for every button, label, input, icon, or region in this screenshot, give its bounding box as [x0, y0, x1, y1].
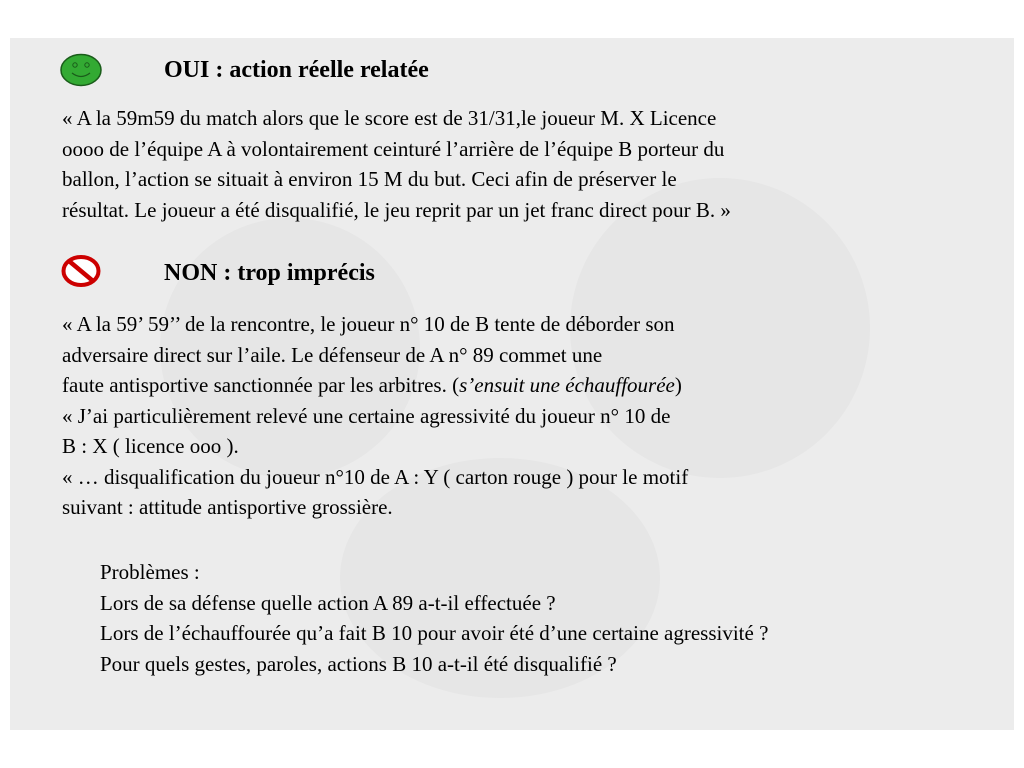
- problems-title: Problèmes :: [100, 560, 200, 584]
- oui-line: oooo de l’équipe A à volontairement ceinturé l’arrière de l’équipe B porteur du: [62, 136, 725, 161]
- problem-question: Pour quels gestes, paroles, actions B 10 a-t-il été disqualifié ?: [100, 651, 617, 676]
- non-line: [62, 370, 688, 401]
- non-line: B : X ( licence ooo ).: [62, 434, 239, 458]
- oui-paragraph: [62, 103, 731, 225]
- non-line: suivant : attitude antisportive grossière.: [62, 495, 393, 519]
- non-heading: NON : trop imprécis: [164, 260, 375, 286]
- non-line: « A la 59’ 59’’ de la rencontre, le joueur n° 10 de B tente de déborder son: [62, 312, 675, 336]
- non-line-text: faute antisportive sanctionnée par les arbitres. (: [62, 373, 460, 397]
- non-line: « … disqualification du joueur n°10 de A : Y ( carton rouge ) pour le motif: [62, 464, 689, 489]
- non-line: « J’ai particulièrement relevé une certaine agressivité du joueur n° 10 de: [62, 403, 671, 428]
- non-line-italic: s’ensuit une échauffourée: [459, 373, 675, 397]
- problem-question: Lors de l’échauffourée qu’a fait B 10 pour avoir été d’une certaine agressivité ?: [100, 621, 769, 645]
- problems-list: [100, 557, 768, 679]
- non-line: adversaire direct sur l’aile. Le défenseur de A n° 89 commet une: [62, 342, 603, 367]
- slide: [10, 38, 1014, 730]
- oui-line: ballon, l’action se situait à environ 15 M du but. Ceci afin de préserver le: [62, 167, 677, 191]
- problem-question: Lors de sa défense quelle action A 89 a-t-il effectuée ?: [100, 590, 556, 615]
- smiley-icon: [58, 52, 104, 88]
- oui-line: résultat. Le joueur a été disqualifié, le jeu reprit par un jet franc direct pour B. »: [62, 197, 731, 222]
- non-line-text: ): [674, 373, 682, 397]
- non-paragraph: [62, 309, 688, 523]
- oui-heading: OUI : action réelle relatée: [164, 57, 429, 83]
- oui-line: « A la 59m59 du match alors que le score est de 31/31,le joueur M. X Licence: [62, 106, 717, 130]
- no-entry-icon: [60, 254, 102, 288]
